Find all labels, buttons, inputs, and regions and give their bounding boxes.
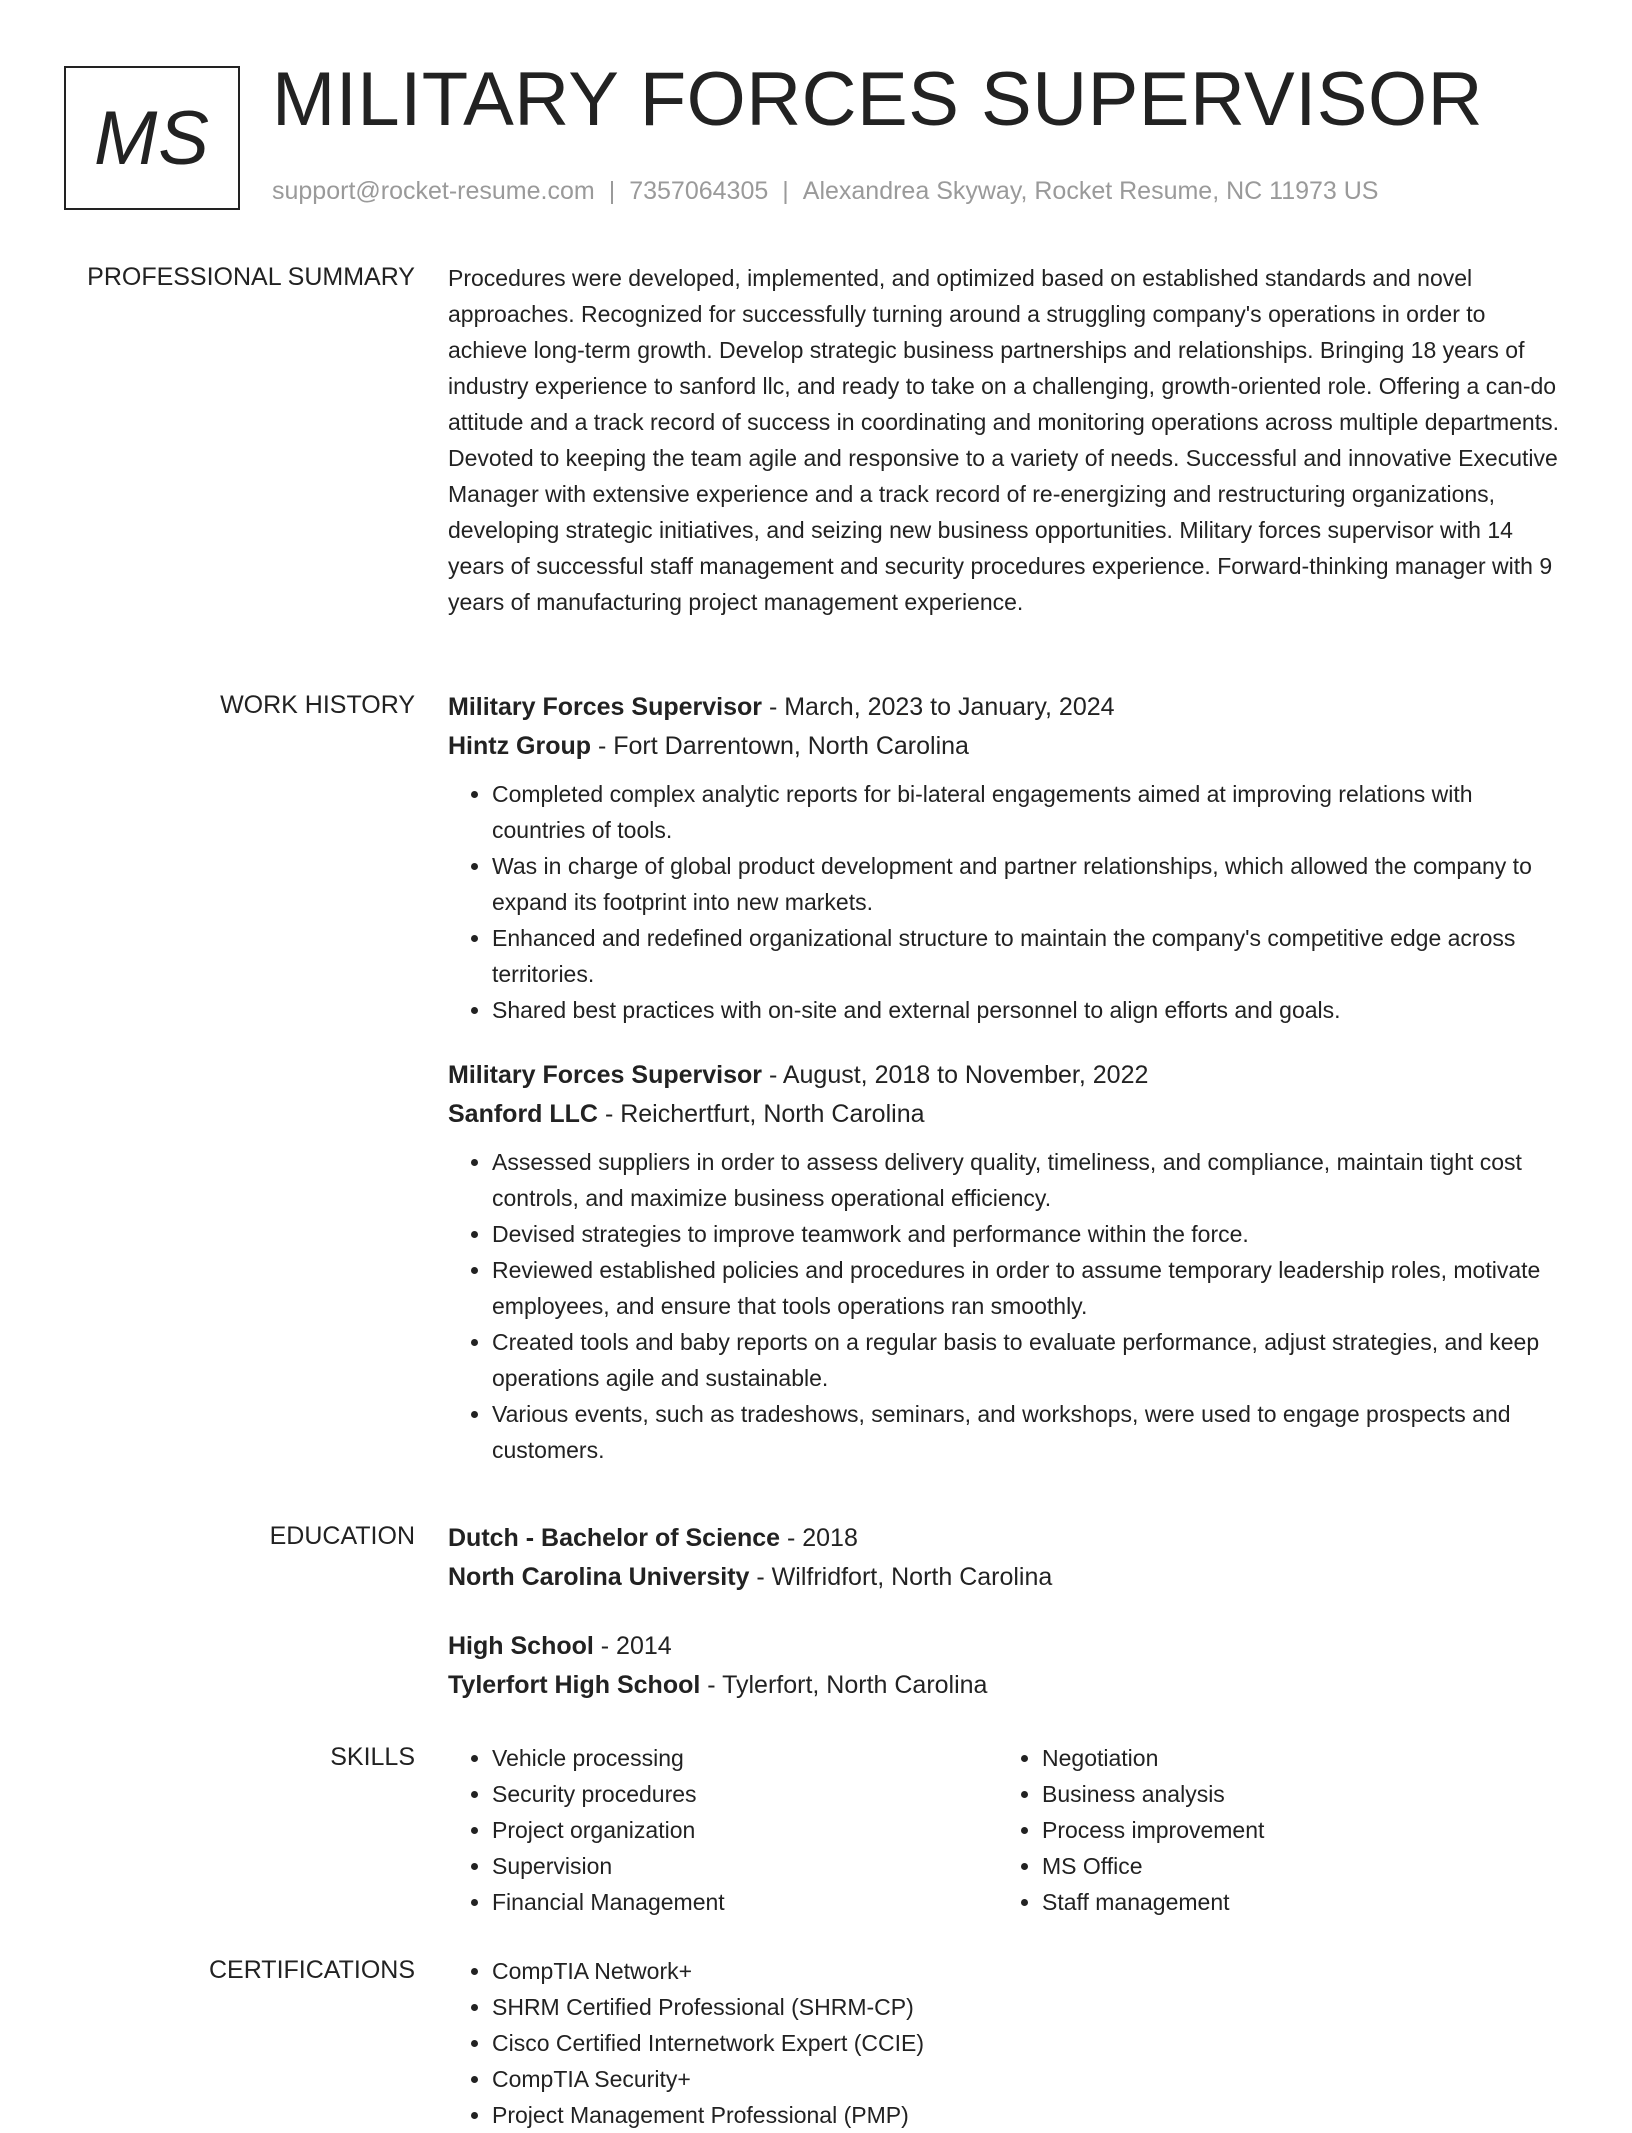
- skills-list-right: [998, 1740, 1548, 1920]
- skill-item: • Supervision: [492, 1848, 998, 1884]
- certifications-list: [448, 1953, 1563, 2133]
- education-school: Tylerfort High School: [448, 1671, 701, 1699]
- education-degree-line: [448, 1519, 1563, 1558]
- contact-phone: 7357064305: [629, 177, 769, 205]
- monogram-box: [64, 66, 240, 210]
- job-bullet: • Shared best practices with on-site and external personnel to align efforts and goals.: [492, 992, 1563, 1028]
- job-location: - Fort Darrentown, North Carolina: [591, 732, 969, 760]
- section-label-skills: SKILLS: [330, 1743, 415, 1771]
- work-history-body: [448, 688, 1563, 1496]
- certification-item: • SHRM Certified Professional (SHRM-CP): [492, 1989, 1563, 2025]
- job-title-line: [448, 1056, 1563, 1095]
- education-location: - Tylerfort, North Carolina: [700, 1671, 988, 1699]
- job-company-line: [448, 1095, 1563, 1134]
- contact-separator: |: [782, 177, 789, 205]
- skill-item: • Vehicle processing: [492, 1740, 998, 1776]
- education-degree: Dutch - Bachelor of Science: [448, 1524, 781, 1552]
- summary-body: [448, 260, 1563, 620]
- job-bullet: • Reviewed established policies and procedures in order to assume temporary leadership roles, motivate employees, and ensure that tools operations ran smoothly.: [492, 1252, 1563, 1324]
- job-bullet: • Created tools and baby reports on a regular basis to evaluate performance, adjust strategies, and keep operations agile and sustainable.: [492, 1324, 1563, 1396]
- skill-item: • Financial Management: [492, 1884, 998, 1920]
- education-degree: High School: [448, 1632, 594, 1660]
- job-bullet: • Assessed suppliers in order to assess delivery quality, timeliness, and compliance, maintain tight cost controls, and maximize business operational efficiency.: [492, 1144, 1563, 1216]
- contact-address: Alexandrea Skyway, Rocket Resume, NC 11973 US: [802, 177, 1379, 205]
- job-bullet: • Completed complex analytic reports for bi-lateral engagements aimed at improving relations with countries of tools.: [492, 776, 1563, 848]
- education-degree-line: [448, 1627, 1563, 1666]
- contact-separator: |: [608, 177, 616, 205]
- education-entry: [448, 1519, 1563, 1597]
- contact-email: support@rocket-resume.com: [272, 177, 595, 205]
- skill-item: • Staff management: [1042, 1884, 1548, 1920]
- job-bullet: • Was in charge of global product development and partner relationships, which allowed the company to expand its footprint into new markets.: [492, 848, 1563, 920]
- education-year: - 2014: [593, 1632, 672, 1660]
- job-company: Hintz Group: [448, 732, 592, 760]
- section-label-summary: PROFESSIONAL SUMMARY: [87, 263, 415, 291]
- education-year: - 2018: [780, 1524, 858, 1552]
- resume-name: MILITARY FORCES SUPERVISOR: [272, 57, 1484, 142]
- skills-body: [448, 1740, 1563, 1920]
- skill-item: • Security procedures: [492, 1776, 998, 1812]
- job-company-line: [448, 727, 1563, 766]
- certification-item: • Project Management Professional (PMP): [492, 2097, 1563, 2133]
- education-school-line: [448, 1558, 1563, 1597]
- skill-item: • Business analysis: [1042, 1776, 1548, 1812]
- job-bullets: [448, 1144, 1563, 1468]
- skill-item: • MS Office: [1042, 1848, 1548, 1884]
- certification-item: • CompTIA Network+: [492, 1953, 1563, 1989]
- job-dates: - March, 2023 to January, 2024: [762, 693, 1115, 721]
- education-body: [448, 1519, 1563, 1733]
- job-bullet: • Enhanced and redefined organizational structure to maintain the company's competitive edge across territories.: [492, 920, 1563, 992]
- job-bullet: • Devised strategies to improve teamwork and performance within the force.: [492, 1216, 1563, 1252]
- job-dates: - August, 2018 to November, 2022: [762, 1061, 1149, 1089]
- education-school-line: [448, 1666, 1563, 1705]
- job-title: Military Forces Supervisor: [448, 1061, 763, 1089]
- education-entry: [448, 1627, 1563, 1705]
- job-entry: [448, 1056, 1563, 1468]
- skill-item: • Negotiation: [1042, 1740, 1548, 1776]
- job-title-line: [448, 688, 1563, 727]
- skills-grid: [448, 1740, 1563, 1920]
- certification-item: • CompTIA Security+: [492, 2061, 1563, 2097]
- skills-list-left: [448, 1740, 998, 1920]
- certification-item: • Cisco Certified Internetwork Expert (CCIE): [492, 2025, 1563, 2061]
- certifications-body: [448, 1953, 1563, 2133]
- section-label-certifications: CERTIFICATIONS: [208, 1956, 415, 1984]
- job-bullets: [448, 776, 1563, 1028]
- section-label-education: EDUCATION: [269, 1522, 415, 1550]
- job-entry: [448, 688, 1563, 1028]
- contact-line: [272, 174, 1379, 208]
- summary-text: Procedures were developed, implemented, and optimized based on established standards and novel approaches. Recognized for successfully turning around a struggling company's operations in order to achieve long-term growth. Develop strategic business partnerships and relationships. Bringing 18 years of industry experience to sanford llc, and ready to take on a challenging, growth-oriented role. Offering a can-do attitude and a track record of success in coordinating and monitoring operations across multiple departments. Devoted to keeping the team agile and responsive to a variety of needs. Successful and innovative Executive Manager with extensive experience and a track record of re-energizing and restructuring organizations, developing strategic initiatives, and seizing new business opportunities. Military forces supervisor with 14 years of successful staff management and security procedures experience. Forward-thinking manager with 9 years of manufacturing project management experience.: [448, 265, 1559, 615]
- job-title: Military Forces Supervisor: [448, 693, 763, 721]
- skill-item: • Process improvement: [1042, 1812, 1548, 1848]
- education-school: North Carolina University: [448, 1563, 750, 1591]
- education-location: - Wilfridfort, North Carolina: [749, 1563, 1053, 1591]
- job-location: - Reichertfurt, North Carolina: [598, 1100, 925, 1128]
- section-label-work-history: WORK HISTORY: [220, 691, 415, 719]
- job-company: Sanford LLC: [448, 1100, 598, 1128]
- skill-item: • Project organization: [492, 1812, 998, 1848]
- monogram-initials: MS: [94, 95, 210, 181]
- job-bullet: • Various events, such as tradeshows, seminars, and workshops, were used to engage prospects and customers.: [492, 1396, 1563, 1468]
